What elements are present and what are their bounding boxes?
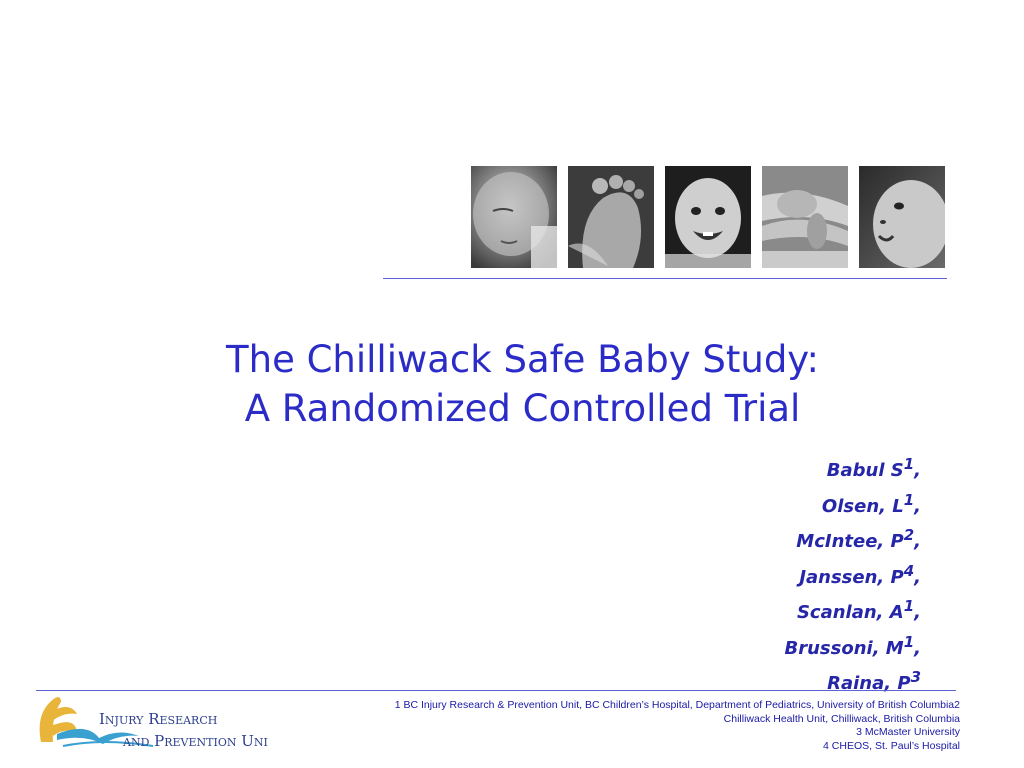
- photo-strip: [471, 166, 944, 268]
- photo-baby-looking-up: [859, 166, 945, 268]
- slide-title: [150, 335, 895, 433]
- logo-line-2: and Prevention Unit: [123, 732, 268, 750]
- bottom-divider: [36, 690, 956, 691]
- author-list: [785, 450, 922, 699]
- photo-baby-hand: [762, 166, 848, 268]
- author: Brussoni, $M^1$,: [784, 632, 921, 659]
- author: Babul $S^1$,: [826, 455, 921, 481]
- affiliation-line: Chilliwack Health Unit, Chilliwack, British Columbia: [723, 712, 960, 725]
- author: Janssen, $P^4$,: [799, 561, 921, 588]
- photo-sleeping-newborn: [471, 166, 557, 268]
- title-line-1: The Chilliwack Safe Baby Study:: [226, 338, 819, 381]
- author: McIntee, $P^2$,: [796, 526, 921, 552]
- affiliations: [395, 699, 960, 754]
- photo-smiling-baby: [665, 166, 751, 268]
- photo-baby-foot: [568, 166, 654, 268]
- logo-line-1: Injury Research: [99, 710, 218, 728]
- affiliation-line: 4 CHEOS, St. Paul’s Hospital: [823, 740, 960, 753]
- affiliation-line: 1 BC Injury Research & Prevention Unit, BC Children’s Hospital, Department of Pediatrics, University of British Columbia2: [394, 699, 960, 711]
- author: Scanlan, $A^1$,: [796, 597, 921, 623]
- author: Raina, $P^3$: [827, 668, 921, 694]
- affiliation-line: 3 McMaster University: [856, 726, 960, 739]
- author: Olsen, $L^1$,: [821, 490, 921, 517]
- top-divider: [383, 278, 947, 279]
- iru-logo: [33, 694, 268, 754]
- title-line-2: A Randomized Controlled Trial: [244, 387, 801, 430]
